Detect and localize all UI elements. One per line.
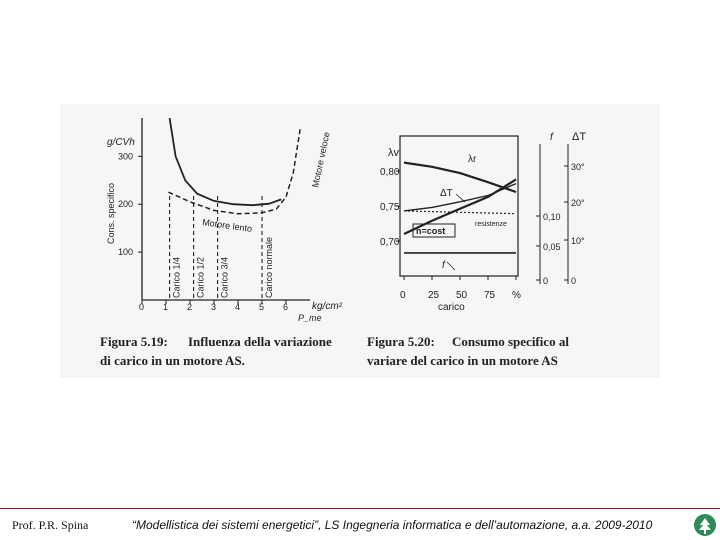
fig19-label-motore-veloce: Motore veloce — [310, 131, 332, 189]
fig20-dt-tick-label: 10° — [571, 236, 585, 246]
fig19-x-unit: kg/cm² — [312, 301, 342, 312]
fig20-f-tick-label: 0 — [543, 276, 549, 286]
fig20-annot-f: f — [442, 260, 445, 271]
fig19-label-motore-lento: Motore lento — [201, 217, 253, 234]
fig20-figure-label: Figura 5.20: — [367, 334, 435, 349]
fig19-x-tick-label: 2 — [187, 302, 193, 312]
fig20-annot-n-cost: n=cost — [416, 226, 446, 236]
fig19-y-ticks — [118, 151, 142, 257]
fig20-caption-line2: variare del carico in un motore AS — [367, 353, 558, 368]
fig20-f-tick-label: 0,05 — [543, 242, 561, 252]
fig20-f-axis-label: f — [550, 132, 553, 143]
fig20-plot-frame — [400, 136, 518, 276]
fig19-marker-label: Carico normale — [264, 236, 274, 298]
fig20-dt-ticks — [564, 162, 585, 286]
fig19-y-tick-label: 300 — [118, 151, 134, 162]
figures-svg — [60, 104, 660, 378]
footer-divider — [0, 508, 720, 509]
fig20-y-tick-label: 0,80 — [380, 167, 400, 178]
fig19-x-tick-label: 5 — [259, 302, 265, 312]
fig20-dt-axis-label: ΔT — [572, 131, 587, 143]
fig19-caption-line2: di carico in un motore AS. — [100, 353, 245, 368]
fig19-x-tick-label: 4 — [235, 302, 241, 312]
fig19-marker-label: Carico 1/4 — [171, 256, 182, 298]
figure-5-20 — [367, 131, 586, 368]
fig20-x-ticks — [400, 276, 521, 301]
fig19-y-unit: g/CVh — [107, 137, 135, 148]
fig20-x-tick-label: 50 — [456, 290, 468, 301]
fig19-x-tick-label: 0 — [139, 302, 145, 312]
fig20-left-axis-label: λv — [388, 147, 399, 159]
fig19-caption-line1: Influenza della variazione — [188, 334, 332, 349]
fig20-annot-delta-t: ΔT — [440, 188, 453, 199]
figure-panel — [60, 104, 660, 378]
fig20-annot-resistenze: resistenze — [475, 221, 507, 228]
fig19-x-tick-label: 6 — [283, 302, 289, 312]
fig19-figure-label: Figura 5.19: — [100, 334, 168, 349]
fig19-series-motore-veloce — [168, 128, 300, 214]
fig19-x-ticks — [139, 300, 288, 312]
fig20-dt-tick-label: 20° — [571, 198, 585, 208]
fig20-annot-dt-pointer — [456, 194, 465, 202]
fig20-annot-f-pointer — [447, 262, 455, 270]
fig20-series-line — [404, 163, 516, 192]
fig19-y-label: Cons. specifico — [106, 182, 116, 244]
fig20-x-tick-label: % — [512, 290, 521, 301]
fig19-series-motore-lento — [170, 118, 282, 205]
fig19-x-sub: P_me — [298, 313, 322, 323]
fig20-y-ticks — [380, 167, 400, 248]
fig19-marker-label: Carico 1/2 — [195, 256, 206, 298]
fig20-y-tick-label: 0,75 — [380, 202, 400, 213]
footer-author: Prof. P.R. Spina — [12, 518, 89, 532]
fig20-series-line — [404, 211, 516, 214]
fig19-x-tick-label: 3 — [211, 302, 217, 312]
fig20-x-tick-label: 75 — [484, 290, 496, 301]
fig20-dt-tick-label: 30° — [571, 162, 585, 172]
fig20-annot-lambda-r: λr — [468, 154, 477, 165]
fig19-marker-label: Carico 3/4 — [219, 256, 230, 298]
fig19-x-tick-label: 1 — [163, 302, 169, 312]
footer-course-title: “Modellistica dei sistemi energetici”, LS Ingegneria informatica e dell’automazione, a.a. 2009-2010 — [132, 518, 653, 532]
fig20-x-tick-label: 0 — [400, 290, 406, 301]
fig20-f-tick-label: 0,10 — [543, 212, 561, 222]
fig20-dt-tick-label: 0 — [571, 276, 577, 286]
fig20-series — [404, 163, 516, 253]
fig19-y-tick-label: 200 — [118, 199, 134, 210]
fig20-x-label: carico — [438, 302, 465, 313]
tree-logo-icon — [693, 513, 717, 537]
fig20-y-tick-label: 0,70 — [380, 237, 400, 248]
figure-5-19 — [100, 118, 343, 368]
fig20-caption-line1: Consumo specifico al — [452, 334, 569, 349]
fig19-y-tick-label: 100 — [118, 247, 134, 258]
fig20-x-tick-label: 25 — [428, 290, 440, 301]
